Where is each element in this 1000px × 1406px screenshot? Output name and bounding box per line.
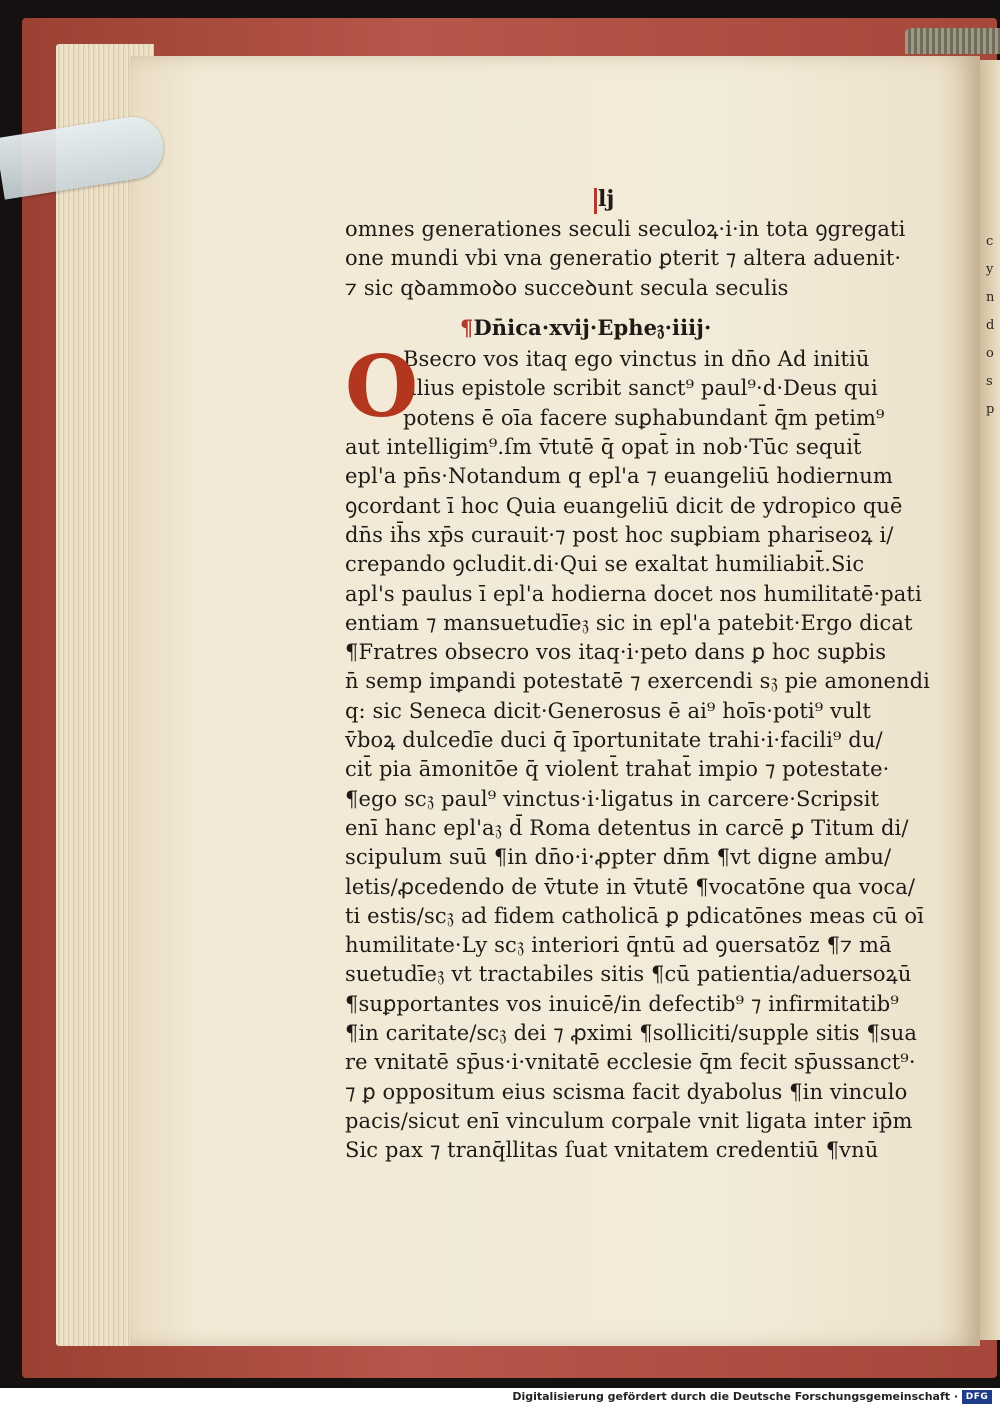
text-line: apl's paulus ī epl'a hodierna docet nos humilitatē·pati bbox=[345, 581, 922, 606]
text-line: Bsecro vos itaq ego vinctus in dn̄o Ad initiū bbox=[403, 347, 870, 372]
text-line: cit̄ pia āmonitōe q̄ violent̄ trahat̄ impio ⁊ potestate· bbox=[345, 757, 890, 782]
text-line: ⁊ ꝑ oppositum eius scisma facit dyabolus ¶in vinculo bbox=[345, 1079, 908, 1104]
footer-bar bbox=[0, 1388, 1000, 1406]
text-line: ꝯcordant ī hoc Quia euangeliū dicit de ydropico quē bbox=[345, 493, 903, 518]
text-line: potens ē oīa facere suꝑhabundant̄ q̄m petim⁹ bbox=[403, 405, 885, 430]
folio-rubric-mark bbox=[594, 188, 597, 214]
text-line: dn̄s ih̄s xp̄s curauit·⁊ post hoc suꝑbiam phariseoꝝ i/ bbox=[345, 522, 894, 547]
heading-text: Dn̄ica·xvij·Ephe𝔷·iiij· bbox=[473, 314, 712, 340]
marginal-glyph: s bbox=[986, 374, 993, 389]
text-line: ⁊ sic qꝺammoꝺo succeꝺunt secula seculis bbox=[345, 275, 789, 300]
marginal-glyph: d bbox=[986, 318, 995, 333]
section-heading bbox=[345, 313, 935, 343]
text-line: enī hanc epl'a𝔷 d̄ Roma detentus in carcē ꝑ Titum di/ bbox=[345, 815, 909, 840]
text-line: scipulum suū ¶in dn̄o·i·ꝓpter dn̄m ¶vt digne ambu/ bbox=[345, 845, 892, 870]
intro-lines bbox=[345, 215, 935, 303]
text-line: q: sic Seneca dicit·Generosus ē ai⁹ hoīs·poti⁹ vult bbox=[345, 698, 871, 723]
text-line: n̄ semp imꝑandi potestatē ⁊ exercendi s𝔷 pie amonendi bbox=[345, 669, 930, 694]
text-line: re vnitatē sp̄us·i·vnitatē ecclesie q̄m fecit sp̄ussanct⁹· bbox=[345, 1050, 916, 1075]
text-line: ti estis/sc𝔷 ad fidem catholicā ꝑ ꝑdicatōnes meas cū oī bbox=[345, 903, 924, 928]
text-line: illius epistole scribit sanct⁹ paul⁹·d·Deus qui bbox=[403, 376, 878, 401]
text-line: letis/ꝓcedendo de v̄tute in v̄tutē ¶vocatōne qua voca/ bbox=[345, 874, 916, 899]
body-text bbox=[345, 337, 935, 1165]
text-block bbox=[345, 215, 935, 1166]
text-line: ¶ego sc𝔷 paul⁹ vinctus·i·ligatus in carcere·Scripsit bbox=[345, 786, 880, 811]
text-line: suetudīe𝔷 vt tractabiles sitis ¶cū patientia/aduersoꝝū bbox=[345, 962, 912, 987]
text-line: Sic pax ⁊ tranq̄llitas ſuat vnitatem credentiū ¶vnū bbox=[345, 1138, 879, 1163]
text-line: entiam ⁊ mansuetudīe𝔷 sic in epl'a patebit·Ergo dicat bbox=[345, 610, 913, 635]
marginal-glyph: y bbox=[986, 262, 994, 277]
text-line: crepando ꝯcludit.di·Qui se exaltat humiliabit̄.Sic bbox=[345, 552, 865, 577]
marginal-glyph: p bbox=[986, 402, 995, 417]
text-line: v̄boꝝ dulcedīe duci q̄ īportunitate trahi·i·facili⁹ du/ bbox=[345, 728, 883, 753]
book-spine-edge bbox=[905, 28, 1000, 54]
text-line: pacis/sicut enī vinculum corpale vnit ligata inter ip̄m bbox=[345, 1108, 913, 1133]
facing-page-marginal-text bbox=[986, 228, 1000, 424]
dfg-logo: DFG bbox=[962, 1390, 992, 1404]
heading-pilcrow: ¶ bbox=[460, 314, 474, 340]
funding-credit: Digitalisierung gefördert durch die Deutsche Forschungsgemeinschaft · bbox=[512, 1390, 958, 1403]
main-lines bbox=[345, 433, 935, 1165]
text-line: aut intelligim⁹.ſm v̄tutē q̄ opat̄ in nob·Tūc sequit̄ bbox=[345, 435, 862, 460]
text-line: one mundi vbi vna generatio ꝑterit ⁊ altera aduenit· bbox=[345, 246, 902, 271]
text-line: humilitate·Ly sc𝔷 interiori q̄ntū ad ꝯuersatōz ¶⁊ mā bbox=[345, 933, 892, 958]
marginal-glyph: n bbox=[986, 290, 995, 305]
rubricated-initial: O bbox=[345, 337, 419, 437]
initial-indented-lines bbox=[345, 337, 935, 437]
marginal-glyph: o bbox=[986, 346, 994, 361]
marginal-glyph: c bbox=[986, 234, 994, 249]
folio-number: lj bbox=[598, 186, 615, 212]
text-line: ¶Fratres obsecro vos itaq·i·peto dans ꝑ hoc suꝑbis bbox=[345, 640, 887, 665]
text-line: ¶suꝑportantes vos inuicē/in defectib⁹ ⁊ infirmitatib⁹ bbox=[345, 991, 899, 1016]
text-line: omnes generationes seculi seculoꝝ·i·in tota ꝯgregati bbox=[345, 217, 906, 241]
text-line: epl'a pn̄s·Notandum q epl'a ⁊ euangeliū hodiernum bbox=[345, 464, 893, 489]
text-line: ¶in caritate/sc𝔷 dei ⁊ ꝓximi ¶solliciti/supple sitis ¶sua bbox=[345, 1021, 918, 1046]
